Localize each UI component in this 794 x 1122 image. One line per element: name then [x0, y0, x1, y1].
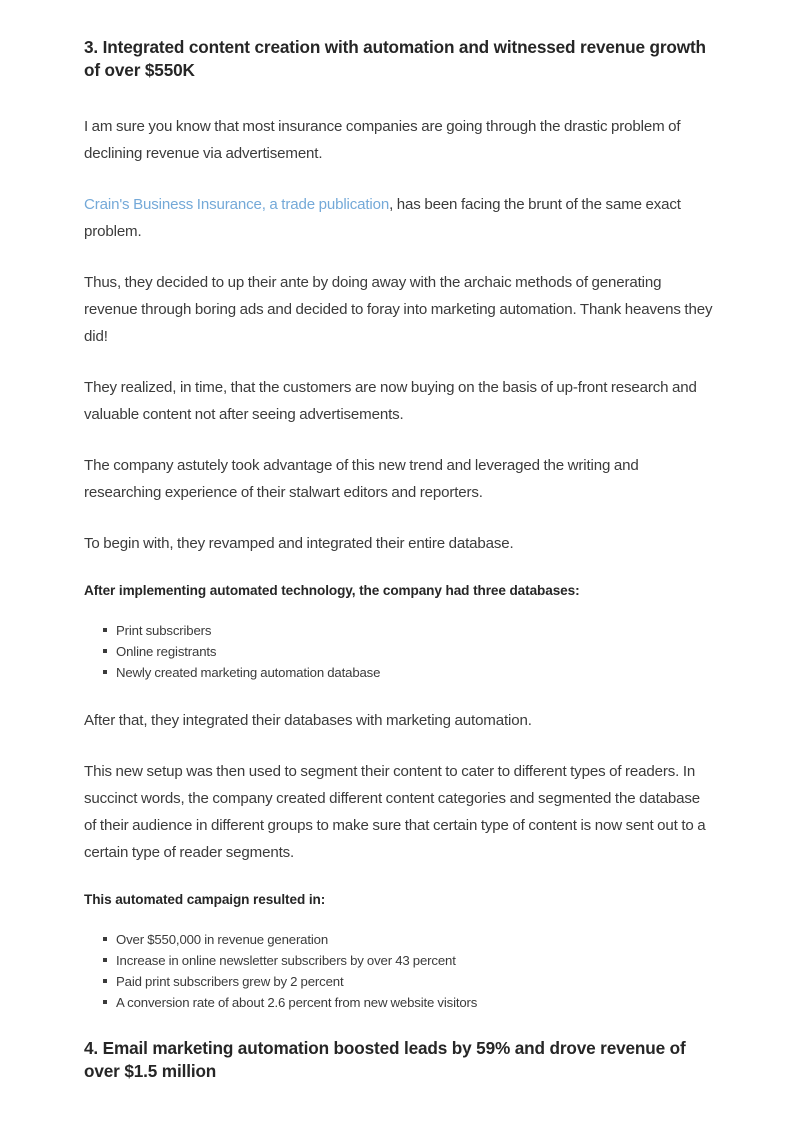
list-item [84, 950, 714, 971]
paragraph-ante: Thus, they decided to up their ante by doing away with the archaic methods of generating revenue through boring ads and decided to foray into marketing automation. Thank heavens they did! [84, 274, 713, 345]
square-bullet-icon [103, 649, 107, 653]
list-item-label: Over $550,000 in revenue generation [116, 932, 329, 947]
square-bullet-icon [103, 1000, 107, 1004]
list-item [84, 662, 714, 683]
section-4-heading-block [84, 1037, 714, 1082]
square-bullet-icon [103, 670, 107, 674]
section-3-heading: 3. Integrated content creation with automation and witnessed revenue growth of over $550K [84, 37, 706, 80]
list-item-label: Newly created marketing automation database [116, 665, 381, 680]
section-4-heading: 4. Email marketing automation boosted leads by 59% and drove revenue of over $1.5 million [84, 1038, 686, 1081]
paragraph-astutely: The company astutely took advantage of this new trend and leveraged the writing and researching experience of their stalwart editors and reporters. [84, 457, 639, 501]
list-item-label: Print subscribers [116, 623, 212, 638]
paragraph-with-link-rest: , has been facing the brunt of the same exact problem. [84, 196, 681, 240]
list-item-label: Increase in online newsletter subscribers by over 43 percent [116, 953, 456, 968]
results-list [84, 929, 714, 1013]
paragraph-segmentation: This new setup was then used to segment their content to cater to different types of readers. In succinct words, the company created different content categories and segmented the database of their audience in different groups to make sure that certain type of content is now sent out to a certain type of reader segments. [84, 763, 706, 861]
paragraph-with-link [84, 191, 714, 245]
paragraph-revamped: To begin with, they revamped and integrated their entire database. [84, 535, 514, 552]
list-item [84, 620, 714, 641]
square-bullet-icon [103, 937, 107, 941]
lead-in-three-databases: After implementing automated technology, the company had three databases: [84, 583, 580, 598]
paragraph-after-that: After that, they integrated their databases with marketing automation. [84, 712, 532, 729]
crains-business-insurance-link[interactable]: Crain's Business Insurance, a trade publication [84, 196, 390, 213]
article-content [84, 36, 714, 1082]
square-bullet-icon [103, 628, 107, 632]
database-list [84, 620, 714, 683]
list-item [84, 992, 714, 1013]
list-item-label: A conversion rate of about 2.6 percent from new website visitors [116, 995, 478, 1010]
square-bullet-icon [103, 979, 107, 983]
list-item [84, 929, 714, 950]
list-item [84, 971, 714, 992]
paragraph-realized: They realized, in time, that the customers are now buying on the basis of up-front research and valuable content not after seeing advertisements. [84, 379, 697, 423]
list-item-label: Online registrants [116, 644, 217, 659]
list-item [84, 641, 714, 662]
lead-in-campaign-results: This automated campaign resulted in: [84, 892, 326, 907]
square-bullet-icon [103, 958, 107, 962]
list-item-label: Paid print subscribers grew by 2 percent [116, 974, 344, 989]
section-3-heading-block [84, 36, 714, 81]
paragraph-intro: I am sure you know that most insurance companies are going through the drastic problem of declining revenue via advertisement. [84, 118, 681, 162]
